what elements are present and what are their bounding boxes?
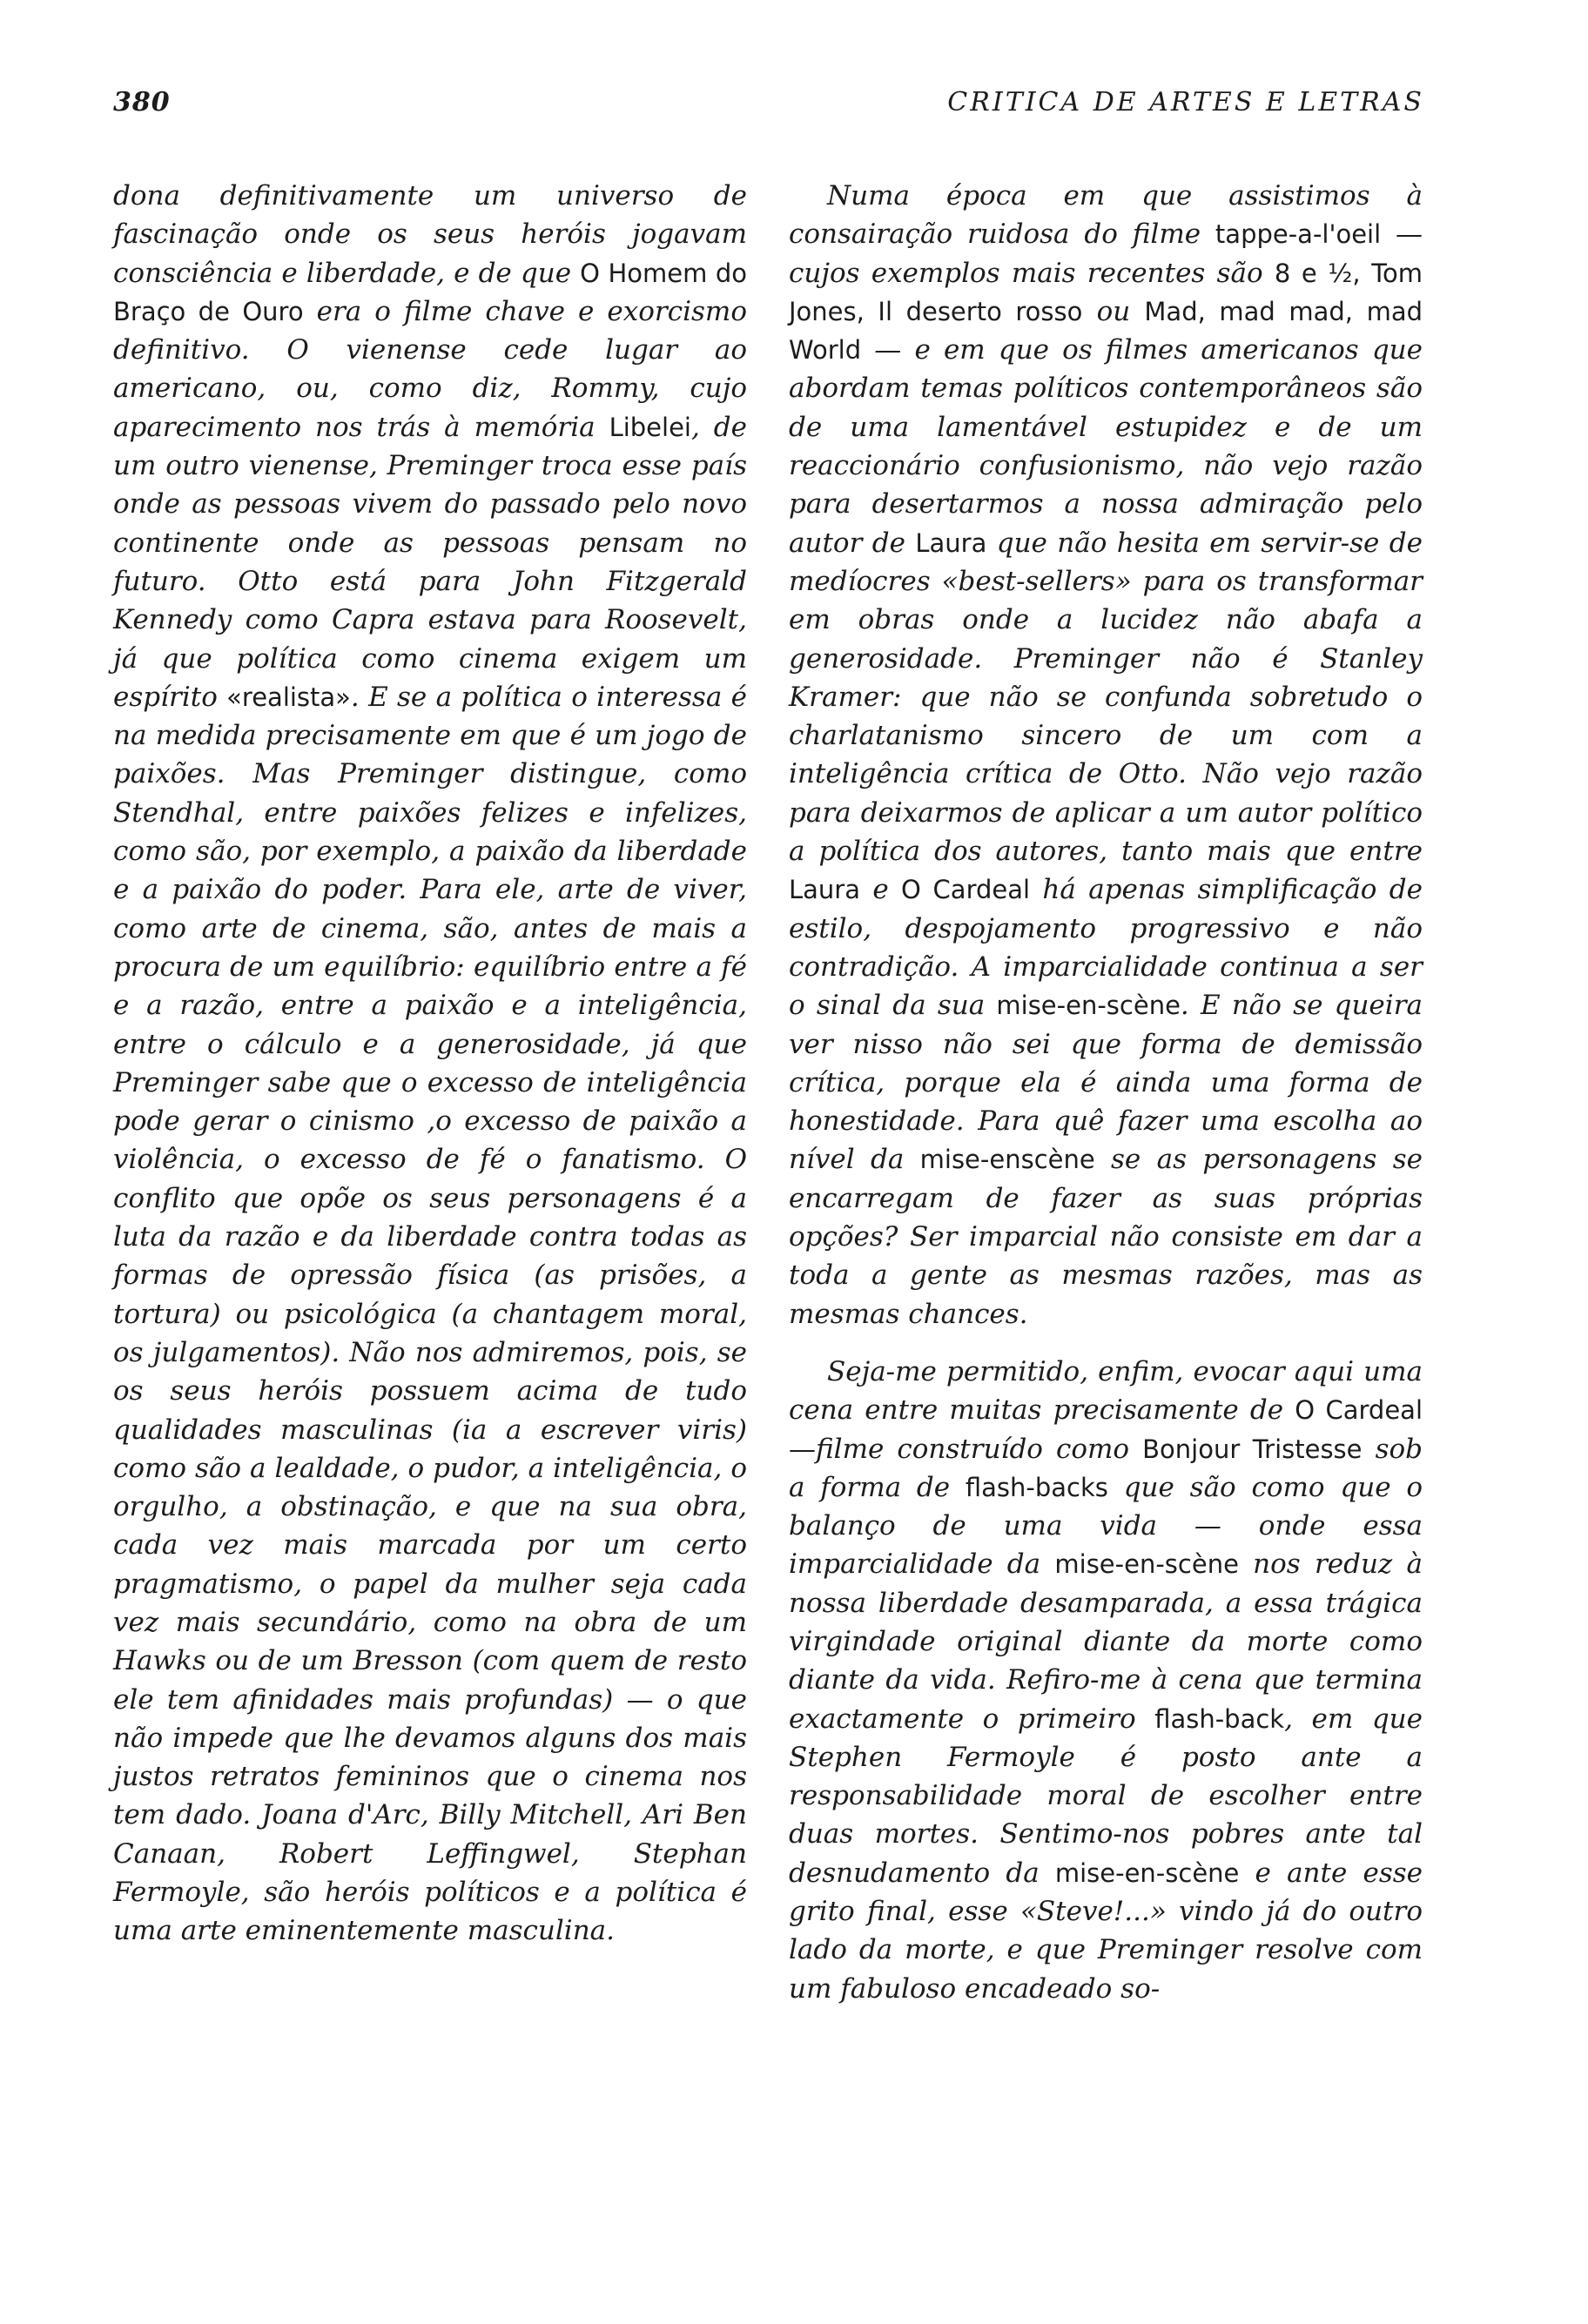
running-header <box>113 87 1424 129</box>
text-run: era o filme chave e exorcismo definitivo. O vienense cede lugar ao americano, ou, como diz, Rommy, cujo aparecimento nos trás à memória <box>113 295 747 443</box>
paragraph-left-1 <box>113 177 747 1951</box>
running-title: CRITICA DE ARTES E LETRAS <box>947 87 1424 118</box>
text-run: há apenas simplificação de estilo, despojamento progressivo e não contradição. A imparcialidade continua a ser o sinal da sua <box>789 874 1423 1022</box>
page-number: 380 <box>113 87 171 118</box>
text-run: e ante esse grito final, esse «Steve!...» vindo já do outro lado da morte, e que Preminger resolve com um fabuloso encadeado so- <box>789 1857 1423 2005</box>
text-run: 8 e ½, Tom Jones, Il deserto rosso <box>789 258 1423 326</box>
text-run: ou <box>1082 295 1145 327</box>
text-run: e <box>860 874 902 906</box>
text-run: mise-en-scène <box>1054 1549 1239 1580</box>
text-run: se as personagens se encarregam de fazer as suas próprias opções? Ser imparcial não consiste em dar a toda a gente as mesmas razões, mas as mesmas chances. <box>789 1144 1423 1330</box>
text-run: mise-en-scène <box>996 991 1181 1021</box>
right-column <box>789 177 1423 2008</box>
text-run: mise-en-scène <box>1054 1857 1240 1888</box>
text-run: tappe-a-l'oeil <box>1215 219 1382 250</box>
text-run: Mad, mad mad, mad World <box>789 296 1423 366</box>
text-run: dona definitivamente um universo de fascinação onde os seus heróis jogavam consciência e liberdade, e de que <box>113 180 747 289</box>
text-run: , em que Stephen Fermoyle é posto ante a responsabilidade moral de escolher entre duas mortes. Sentimo-nos pobres ante tal desnudamento da <box>789 1703 1423 1889</box>
text-run: Seja-me permitido, enfim, evocar aqui uma cena entre muitas precisamente de <box>789 1355 1423 1427</box>
text-run: mise-enscène <box>919 1145 1095 1175</box>
text-run: que não hesita em servir-se de medíocres «best-sellers» para os transformar em obras onde a lucidez não abafa a generosidade. Preminger não é Stanley Kramer: que não se confunda sobretudo o charlatanismo sincero de um com a inteligência crítica de Otto. Não vejo razão para deixarmos de aplicar a um autor político a política dos autores, tanto mais que entre <box>789 527 1423 868</box>
text-run: sob a forma de <box>789 1433 1423 1503</box>
text-run: Numa época em que assistimos à consairação ruidosa do filme <box>789 180 1423 251</box>
text-run: Libelei <box>609 412 691 442</box>
text-run: Laura <box>915 527 987 558</box>
text-run: — cujos exemplos mais recentes são <box>789 218 1423 289</box>
text-run: —filme construído como <box>789 1433 1143 1465</box>
text-run: O Homem do Braço de Ouro <box>113 258 747 326</box>
text-run: flash-backs <box>965 1472 1108 1502</box>
left-column <box>113 177 747 1951</box>
text-run: que são como que o balanço de uma vida — onde essa imparcialidade da <box>789 1471 1423 1581</box>
text-run: flash-back <box>1154 1703 1285 1734</box>
text-run: «realista» <box>226 682 351 712</box>
text-run: O Cardeal <box>901 875 1031 905</box>
text-run: — e em que os filmes americanos que abordam temas políticos contemporâneos são de uma lamentável estupidez e de um reaccionário confusionismo, não vejo razão para desertarmos a nossa admiração pelo autor de <box>789 334 1423 559</box>
paragraph-right-2 <box>789 1353 1423 2008</box>
text-run: O Cardeal <box>1295 1395 1423 1426</box>
text-run: , de um outro vienense, Preminger troca esse país onde as pessoas vivem do passado pelo novo continente onde as pessoas pensam no futuro. Otto está para John Fitzgerald Kennedy como Capra estava para Roosevelt, já que política como cinema exigem um espírito <box>113 411 747 713</box>
paragraph-right-1 <box>789 177 1423 1333</box>
text-run: . E não se queira ver nisso não sei que forma de demissão crítica, porque ela é ainda uma forma de honestidade. Para quê fazer uma escolha ao nível da <box>789 990 1423 1176</box>
text-run: Bonjour Tristesse <box>1142 1434 1363 1464</box>
text-run: Laura <box>789 875 861 905</box>
text-run: nos reduz à nossa liberdade desamparada, a essa trágica virgindade original diante da morte como diante da vida. Refiro-me à cena que termina exactamente o primeiro <box>789 1548 1423 1735</box>
text-run: . E se a política o interessa é na medida precisamente em que é um jogo de paixões. Mas Preminger distingue, como Stendhal, entre paixões felizes e infelizes, como são, por exemplo, a paixão da liberdade e a paixão do poder. Para ele, arte de viver, como arte de cinema, são, antes de mais a procura de um equilíbrio: equilíbrio entre a fé e a razão, entre a paixão e a inteligência, entre o cálculo e a generosidade, já que Preminger sabe que o excesso de inteligência pode gerar o cinismo ,o excesso de paixão a violência, o excesso de fé o fanatismo. O conflito que opõe os seus personagens é a luta da razão e da liberdade contra todas as formas de opressão física (as prisões, a tortura) ou psicológica (a chantagem moral, os julgamentos). Não nos admiremos, pois, se os seus heróis possuem acima de tudo qualidades masculinas (ia a escrever viris) como são a lealdade, o pudor, a inteligência, o orgulho, a obstinação, e que na sua obra, cada vez mais marcada por um certo pragmatismo, o papel da mulher seja cada vez mais secundário, como na obra de um Hawks ou de um Bresson (com quem de resto ele tem afinidades mais profundas) — o que não impede que lhe devamos alguns dos mais justos retratos femininos que o cinema nos tem dado. Joana d'Arc, Billy Mitchell, Ari Ben Canaan, Robert Leffingwel, Stephan Fermoyle, são heróis políticos e a política é uma arte eminentemente masculina. <box>113 681 747 1947</box>
